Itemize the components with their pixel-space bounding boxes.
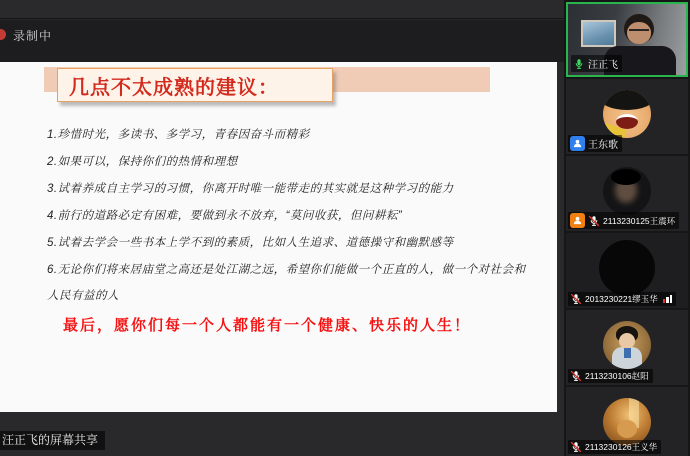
slide-title-box bbox=[57, 68, 333, 102]
participant-avatar bbox=[603, 90, 651, 138]
shared-slide bbox=[0, 62, 557, 412]
participant-name: 2113230106赵阳 bbox=[585, 371, 649, 381]
mic-muted-icon bbox=[570, 441, 582, 453]
participant-tile-wangyihua[interactable] bbox=[566, 387, 688, 456]
network-signal-icon bbox=[663, 295, 673, 303]
member-badge-icon bbox=[570, 213, 585, 228]
slide-point: 4.前行的道路必定有困难，要做到永不放弃，“莫问收获，但问耕耘” bbox=[47, 210, 403, 222]
participant-tile-wangdongge[interactable] bbox=[566, 79, 688, 154]
participants-sidebar bbox=[564, 0, 690, 456]
participant-name-row bbox=[568, 292, 676, 306]
slide-closing-line: 最后，愿你们每一个人都能有一个健康、快乐的人生！ bbox=[63, 317, 472, 334]
recording-dot-icon bbox=[0, 29, 6, 40]
participant-tile-miuyuhua[interactable] bbox=[566, 233, 688, 308]
participant-name: 汪正飞 bbox=[588, 60, 618, 71]
participant-name-row bbox=[568, 135, 622, 152]
participant-tile-wangzhengfei[interactable] bbox=[566, 2, 688, 77]
participant-name: 王东歌 bbox=[588, 140, 618, 151]
participant-name-row bbox=[571, 55, 622, 72]
slide-point: 6.无论你们将来居庙堂之高还是处江湖之远，希望你们能做一个正直的人，做一个对社会和人民有益的人 bbox=[47, 264, 526, 302]
participant-avatar bbox=[603, 321, 651, 369]
meeting-toolbar bbox=[0, 20, 564, 62]
participant-avatar bbox=[599, 240, 655, 296]
wall-picture bbox=[581, 20, 616, 47]
participant-name-row bbox=[568, 369, 653, 383]
mic-muted-icon bbox=[570, 293, 582, 305]
participant-avatar bbox=[603, 167, 651, 215]
participant-name: 2013230221缪玉华 bbox=[585, 294, 658, 304]
slide-title: 几点不太成熟的建议： bbox=[69, 76, 279, 99]
mic-on-icon bbox=[573, 58, 585, 70]
member-badge-icon bbox=[570, 136, 585, 151]
slide-point: 2.如果可以，保持你们的热情和理想 bbox=[47, 156, 238, 168]
participant-name: 2113230126王义华 bbox=[585, 442, 658, 452]
participant-tile-zhaoyang[interactable] bbox=[566, 310, 688, 385]
mic-muted-icon bbox=[570, 370, 582, 382]
mic-muted-icon bbox=[588, 215, 600, 227]
slide-point: 5.试着去学会一些书本上学不到的素质，比如人生追求、道德操守和幽默感等 bbox=[47, 237, 454, 249]
recording-status: 录制中 bbox=[13, 29, 53, 43]
participant-tile-wangzhenhuan[interactable] bbox=[566, 156, 688, 231]
participant-avatar bbox=[603, 398, 651, 446]
slide-points bbox=[47, 122, 533, 310]
participant-name: 2113230125王震环 bbox=[603, 215, 676, 226]
slide-point: 3.试着养成自主学习的习惯，你离开时唯一能带走的其实就是这种学习的能力 bbox=[47, 183, 454, 195]
participant-name-row bbox=[568, 440, 661, 454]
participant-name-row bbox=[568, 212, 679, 229]
window-titlebar bbox=[0, 0, 564, 19]
screen-share-owner-label: 汪正飞的屏幕共享 bbox=[0, 431, 105, 450]
slide-point: 1.珍惜时光，多读书、多学习，青春因奋斗而精彩 bbox=[47, 129, 310, 141]
